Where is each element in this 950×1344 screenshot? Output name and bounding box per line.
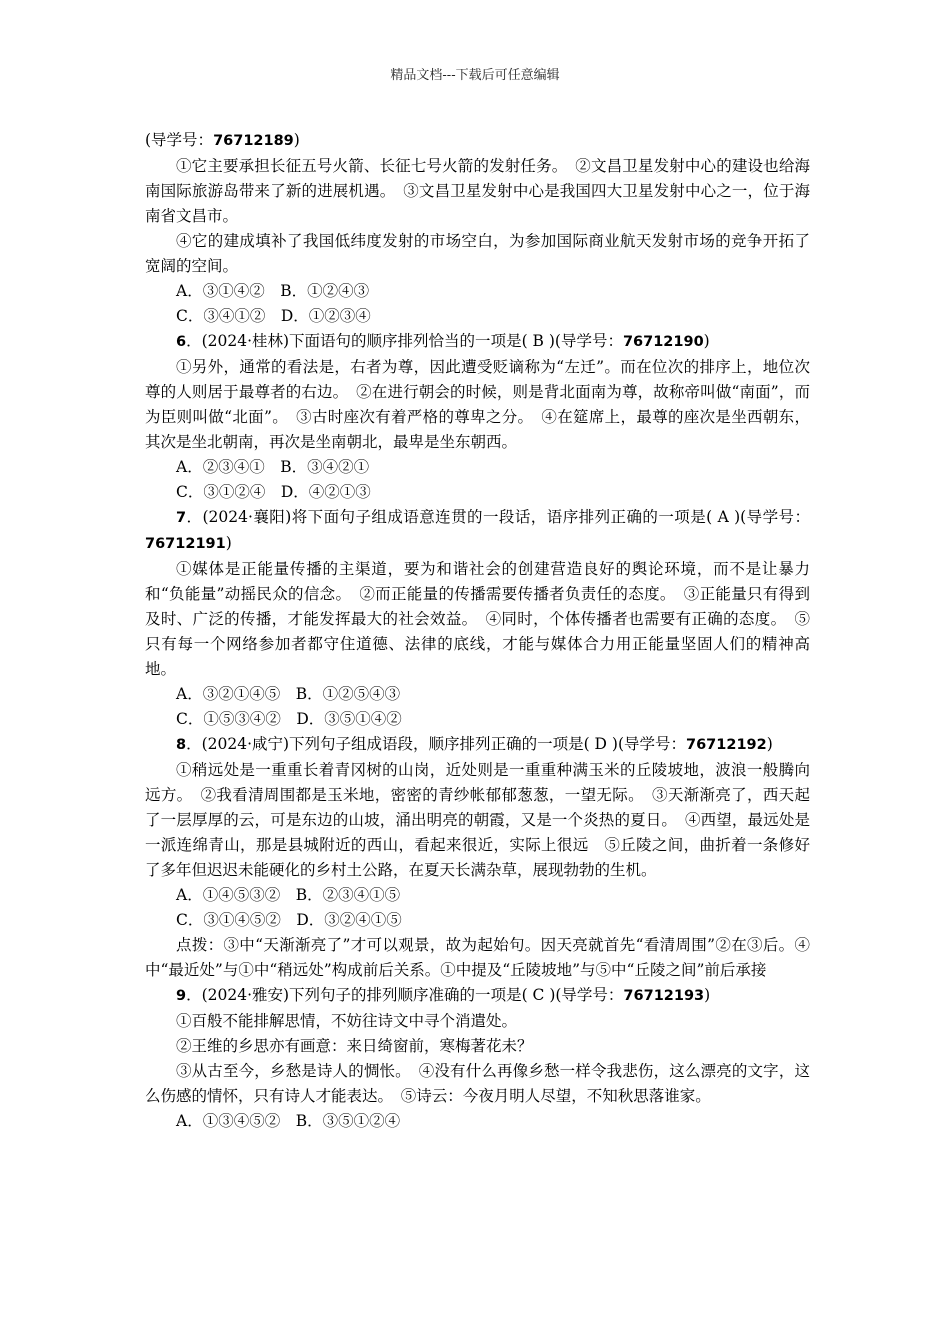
text-run: ①它主要承担长征五号火箭、长征七号火箭的发射任务。 ②文昌卫星发射中心的建设也给海南国际旅游岛带来了新的进展机遇。 ③文昌卫星发射中心是我国四大卫星发射中心之一，位于海南省文昌市。: [145, 157, 810, 225]
paragraph: [145, 707, 810, 732]
bold-text: 76712191: [145, 536, 226, 552]
bold-text: 76712192: [686, 737, 767, 753]
text-run: C．①⑤③④② D．③⑤①④②: [176, 710, 402, 728]
paragraph: [145, 1034, 810, 1059]
paragraph: [145, 933, 810, 983]
text-run: A．③①④② B．①②④③: [176, 282, 370, 300]
paragraph: [145, 557, 810, 682]
paragraph: [145, 732, 810, 758]
text-run: ．(2024·桂林)下面语句的顺序排列恰当的一项是( B )(导学号：: [186, 332, 623, 350]
text-run: ．(2024·咸宁)下列句子组成语段，顺序排列正确的一项是( D )(导学号：: [186, 735, 686, 753]
text-run: ②王维的乡思亦有画意：来日绮窗前，寒梅著花未？: [176, 1037, 533, 1055]
paragraph: [145, 329, 810, 355]
text-run: C．③①④⑤② D．③②④①⑤: [176, 911, 402, 929]
text-run: A．③②①④⑤ B．①②⑤④③: [176, 685, 401, 703]
text-run: ①另外，通常的看法是，右者为尊，因此遭受贬谪称为“左迁”。而在位次的排序上，地位次尊的人则居于最尊者的右边。 ②在进行朝会的时候，则是背北面南为尊，故称帝叫做“南面”，而为臣则叫做“北面”。 ③古时座次有着严格的尊卑之分。 ④在筵席上，最尊的座次是坐西朝东，其次是坐北朝南，再次是坐南朝北，最卑是坐东朝西。: [145, 358, 810, 451]
paragraph: [145, 983, 810, 1009]
bold-text: 7: [176, 510, 187, 526]
paragraph: [145, 908, 810, 933]
text-run: 点拨：③中“天渐渐亮了”才可以观景，故为起始句。因天亮就首先“看清周围”②在③后。④中“最近处”与①中“稍远处”构成前后关系。①中提及“丘陵坡地”与⑤中“丘陵之间”前后承接: [145, 936, 810, 979]
paragraph: [145, 505, 810, 557]
paragraph: [145, 128, 810, 154]
paragraph: [145, 1059, 810, 1109]
bold-text: 76712193: [623, 988, 705, 1004]
document-body: [145, 128, 810, 1134]
bold-text: 76712189: [213, 133, 294, 149]
text-run: ．(2024·襄阳)将下面句子组成语意连贯的一段话，语序排列正确的一项是( A )(导学号：: [186, 508, 810, 526]
text-run: ): [703, 332, 710, 350]
text-run: (导学号：: [145, 131, 214, 149]
text-run: C．③①②④ D．④②①③: [176, 483, 371, 501]
text-run: ): [293, 131, 300, 149]
text-run: A．②③④① B．③④②①: [176, 458, 370, 476]
paragraph: [145, 1009, 810, 1034]
paragraph: [145, 279, 810, 304]
bold-text: 9: [176, 988, 187, 1004]
text-run: ④它的建成填补了我国低纬度发射的市场空白，为参加国际商业航天发射市场的竞争开拓了宽阔的空间。: [145, 232, 810, 275]
paragraph: [145, 883, 810, 908]
paragraph: [145, 682, 810, 707]
paragraph: [145, 455, 810, 480]
paragraph: [145, 229, 810, 279]
page-header: 精品文档---下载后可任意编辑: [390, 68, 560, 83]
paragraph: [145, 480, 810, 505]
text-run: ): [704, 986, 711, 1004]
text-run: ①媒体是正能量传播的主渠道，要为和谐社会的创建营造良好的舆论环境，而不是让暴力和“负能量”动摇民众的信念。 ②而正能量的传播需要传播者负责任的态度。 ③正能量只有得到及时、广泛的传播，才能发挥最大的社会效益。 ④同时，个体传播者也需要有正确的态度。 ⑤只有每一个网络参加者都守住道德、法律的底线，才能与媒体合力用正能量坚固人们的精神高地。: [145, 560, 810, 678]
text-run: ①稍远处是一重重长着青冈树的山岗，近处则是一重重种满玉米的丘陵坡地，波浪一般腾向远方。 ②我看清周围都是玉米地，密密的青纱帐郁郁葱葱，一望无际。 ③天渐渐亮了，西天起了一层厚厚的云，可是东边的山坡，涌出明亮的朝霞，又是一个炎热的夏日。 ④西望，最远处是一派连绵青山，那是县城附近的西山，看起来很近，实际上很远 ⑤丘陵之间，曲折着一条修好了多年但迟迟未能硬化的乡村土公路，在夏天长满杂草，展现勃勃的生机。: [145, 761, 810, 879]
text-run: C．③④①② D．①②③④: [176, 307, 371, 325]
paragraph: [145, 1109, 810, 1134]
text-run: ③从古至今，乡愁是诗人的惆怅。 ④没有什么再像乡愁一样令我悲伤，这么漂亮的文字，这么伤感的情怀，只有诗人才能表达。 ⑤诗云：今夜月明人尽望，不知秋思落谁家。: [145, 1062, 810, 1105]
text-run: ①百般不能排解思情，不妨往诗文中寻个消遣处。: [176, 1012, 518, 1030]
paragraph: [145, 355, 810, 455]
text-run: A．①③④⑤② B．③⑤①②④: [176, 1112, 401, 1130]
paragraph: [145, 758, 810, 883]
text-run: ): [225, 534, 232, 552]
text-run: ．(2024·雅安)下列句子的排列顺序准确的一项是( C )(导学号：: [186, 986, 624, 1004]
paragraph: [145, 304, 810, 329]
text-run: ): [766, 735, 773, 753]
bold-text: 76712190: [622, 334, 704, 350]
bold-text: 6: [176, 334, 187, 350]
paragraph: [145, 154, 810, 229]
bold-text: 8: [176, 737, 187, 753]
text-run: A．①④⑤③② B．②③④①⑤: [176, 886, 401, 904]
